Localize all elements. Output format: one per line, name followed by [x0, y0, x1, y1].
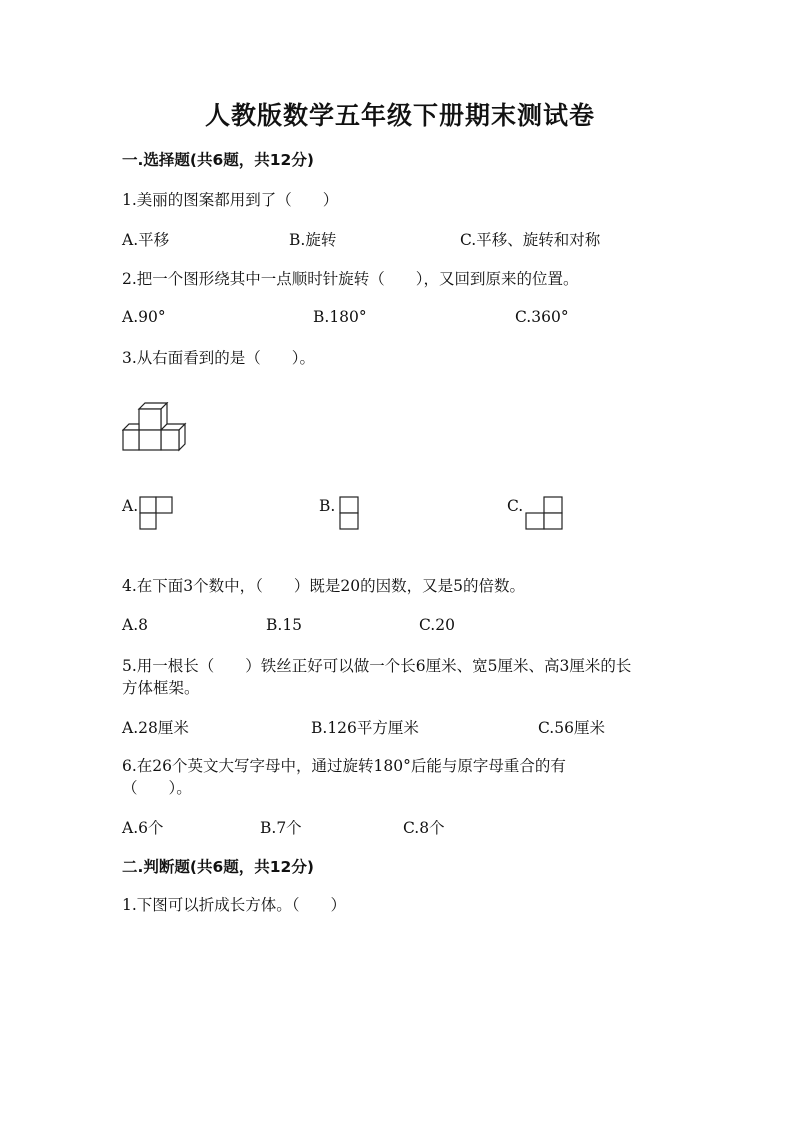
question-5-option-c: C.56厘米 [538, 719, 605, 737]
question-1-option-a: A.平移 [122, 231, 170, 249]
page-title: 人教版数学五年级下册期末测试卷 [204, 101, 595, 130]
option-c-view-figure [525, 496, 565, 532]
question-1-option-b: B.旋转 [289, 231, 337, 249]
question-2-option-c: C.360° [515, 308, 569, 326]
question-5-option-b: B.126平方厘米 [311, 719, 419, 737]
question-4-text: 4.在下面3个数中，（ ）既是20的因数，又是5的倍数。 [122, 577, 525, 595]
question-3-option-c: C. [507, 497, 524, 515]
question-4-option-b: B.15 [266, 616, 303, 634]
question-6-line-1: 6.在26个英文大写字母中，通过旋转180°后能与原字母重合的有 [122, 757, 566, 775]
question-1-text: 1.美丽的图案都用到了（ ） [122, 191, 339, 209]
question-6-option-c: C.8个 [403, 819, 445, 837]
question-2-option-b: B.180° [313, 308, 367, 326]
section-heading-judgment: 二.判断题(共6题，共12分) [122, 858, 314, 876]
question-3-option-b: B. [319, 497, 336, 515]
question-5-line-1: 5.用一根长（ ）铁丝正好可以做一个长6厘米、宽5厘米、高3厘米的长 [122, 657, 632, 675]
question-6-line-2: （ ）。 [122, 779, 192, 797]
question-2-option-a: A.90° [122, 308, 166, 326]
question-2-text: 2.把一个图形绕其中一点顺时针旋转（ ），又回到原来的位置。 [122, 270, 579, 288]
question-6-option-b: B.7个 [260, 819, 302, 837]
judgment-1-text: 1.下图可以折成长方体。（ ） [122, 896, 347, 914]
question-5-option-a: A.28厘米 [122, 719, 189, 737]
question-4-option-a: A.8 [122, 616, 148, 634]
option-a-view-figure [139, 496, 175, 532]
question-1-option-c: C.平移、旋转和对称 [460, 231, 601, 249]
cube-stack-figure [122, 402, 188, 452]
question-4-option-c: C.20 [419, 616, 455, 634]
question-3-text: 3.从右面看到的是（ ）。 [122, 349, 316, 367]
question-5-line-2: 方体框架。 [122, 679, 200, 697]
question-6-option-a: A.6个 [122, 819, 164, 837]
section-heading-choice: 一.选择题(共6题，共12分) [122, 151, 314, 169]
option-b-view-figure [339, 496, 361, 532]
question-3-option-a: A. [122, 497, 139, 515]
